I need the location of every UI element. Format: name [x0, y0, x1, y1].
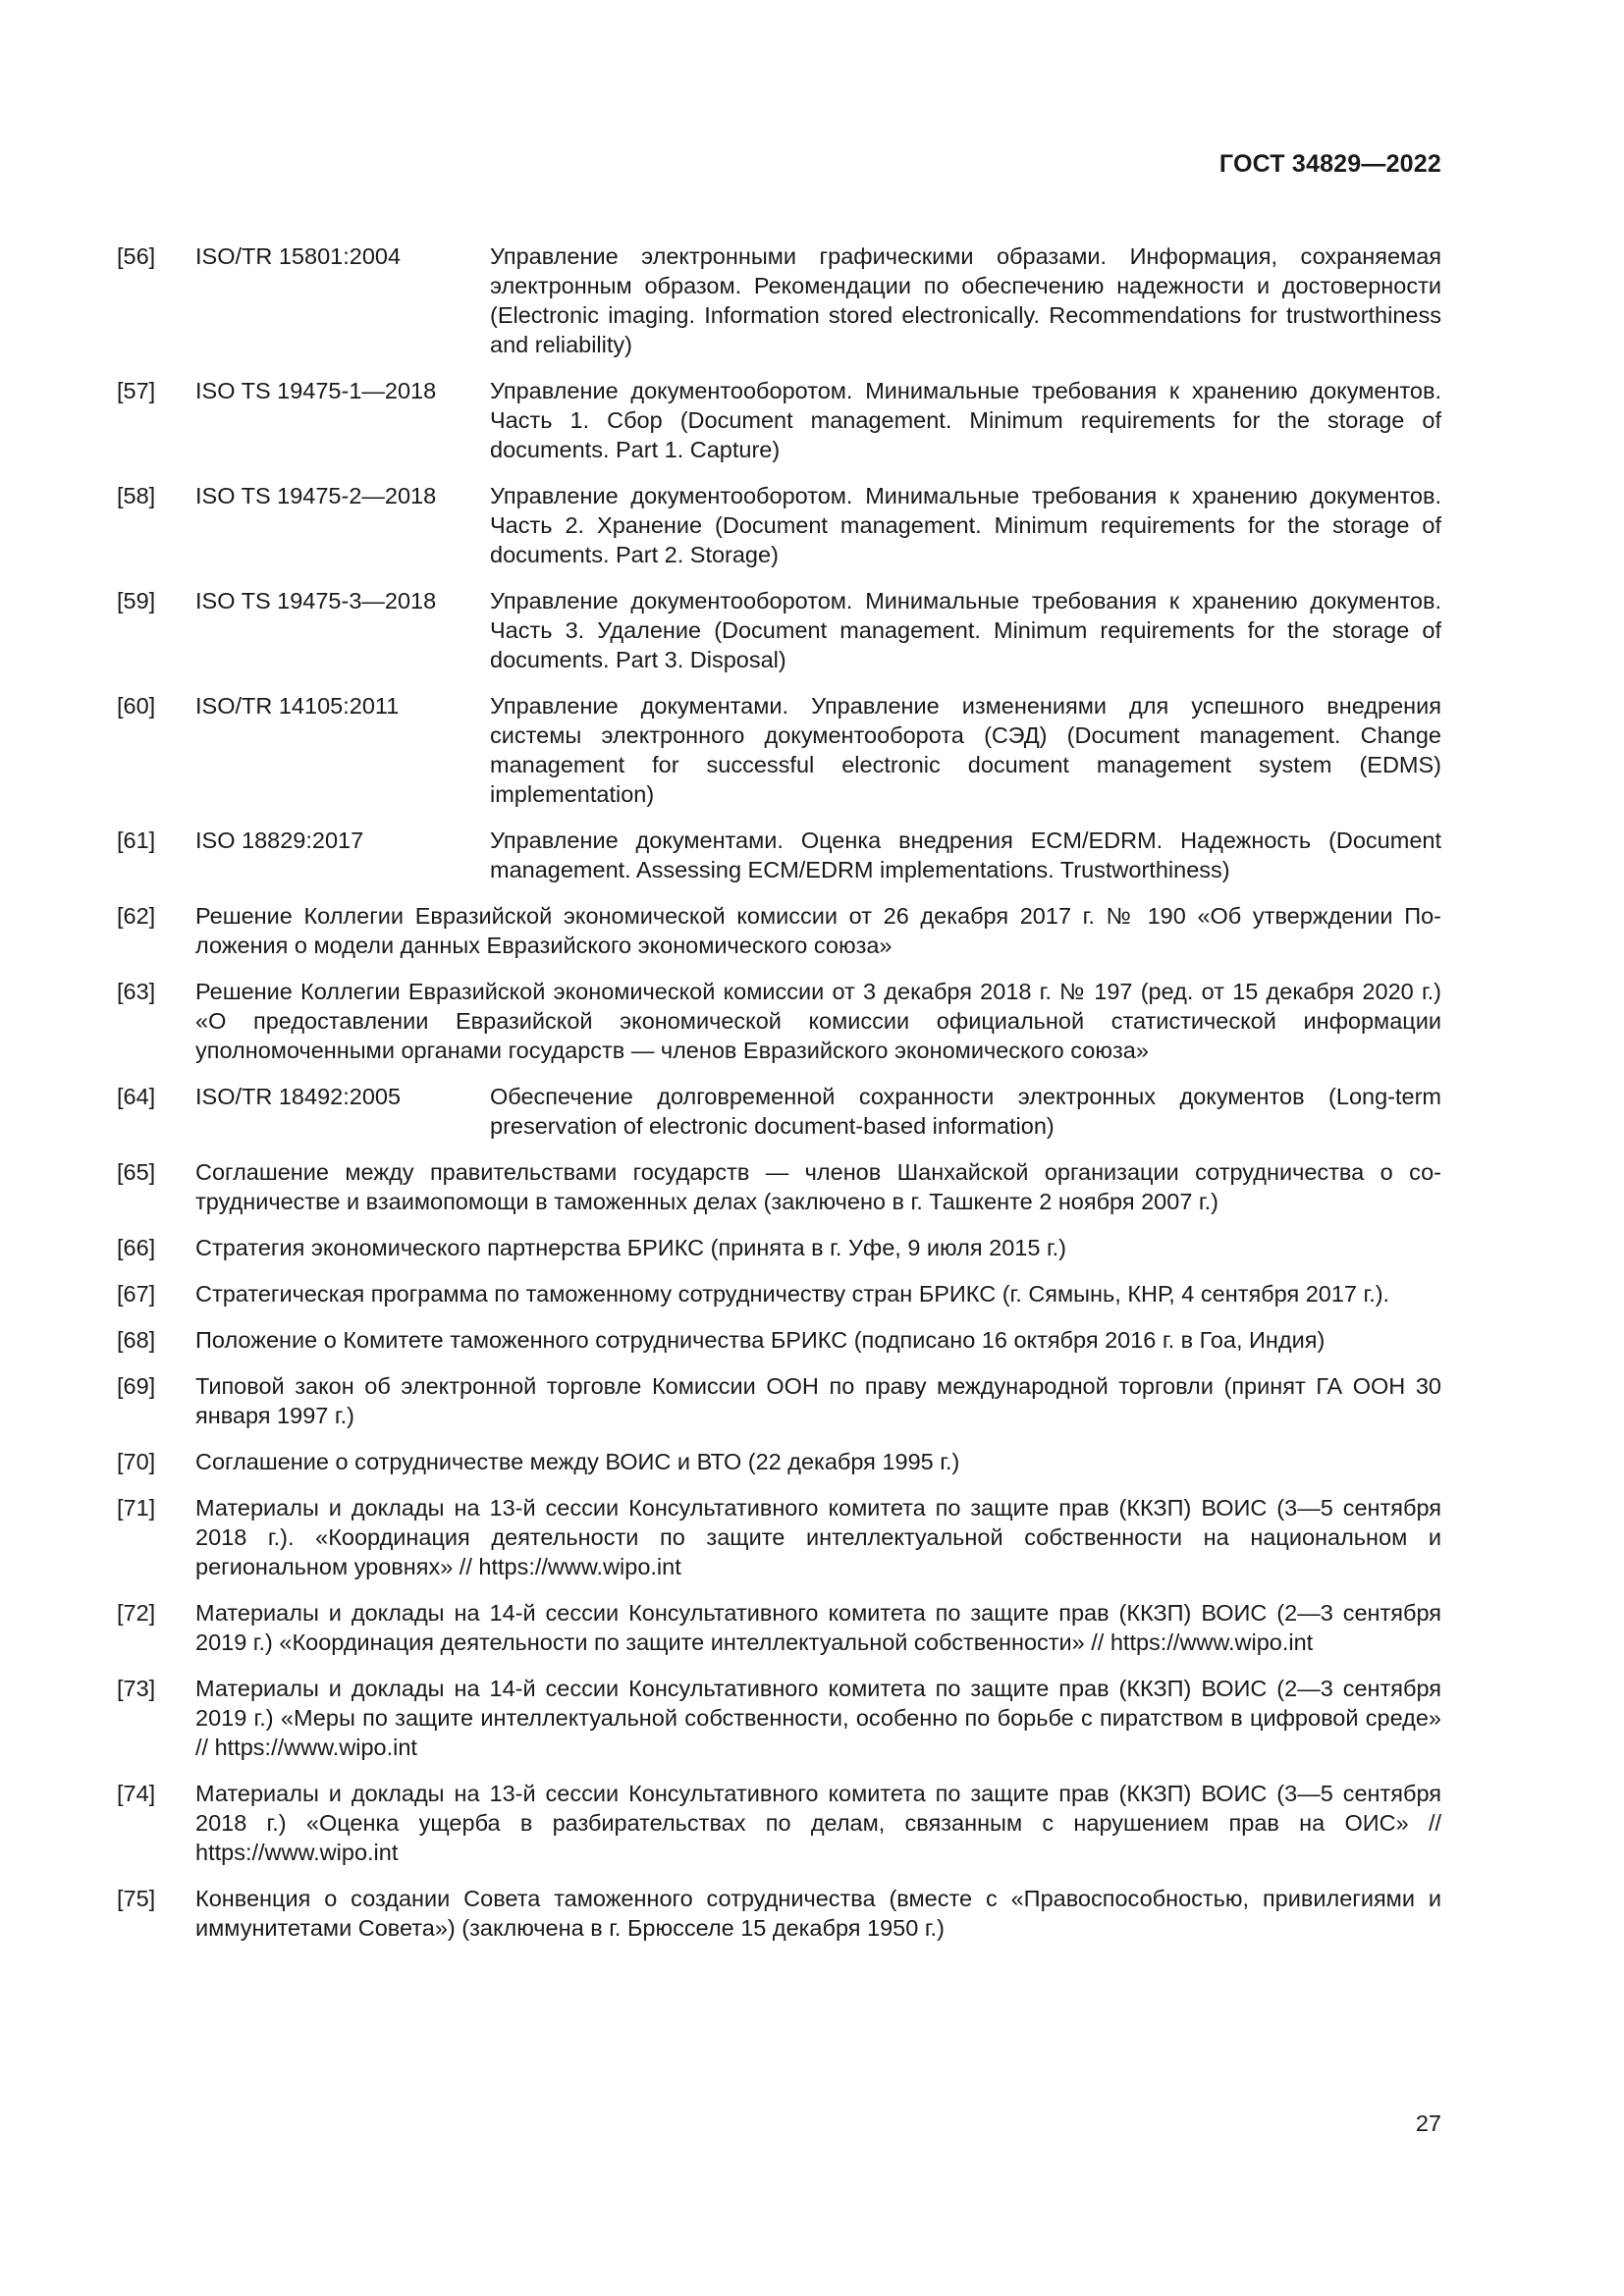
reference-code: ISO TS 19475-1—2018 — [195, 378, 437, 403]
reference-text: Типовой закон об электронной торговле Комиссии ООН по праву международной торговли (принят ГА ООН 30 января 1997 г.) — [195, 1373, 1441, 1428]
reference-text: Управление документооборотом. Минимальные требования к хранению документов. Часть 2. Хранение (Document management. Minimum requirements for the storage of documents. Part 2. Storage) — [490, 483, 1441, 567]
reference-59 — [117, 586, 1441, 674]
page-number: 27 — [1415, 2110, 1441, 2136]
reference-number: [68] — [117, 1327, 156, 1353]
reference-70 — [117, 1447, 1441, 1476]
reference-text: Соглашение между правительствами государств — членов Шанхайской организации сотрудничества о сотрудничестве и взаимопомощи в таможенных делах (заключено в г. Ташкенте 2 ноября 2007 г.) — [195, 1159, 1441, 1214]
reference-number: [71] — [117, 1495, 156, 1521]
reference-code: ISO/TR 14105:2011 — [195, 693, 400, 719]
reference-number: [63] — [117, 979, 156, 1004]
reference-number: [64] — [117, 1084, 156, 1109]
reference-text: Соглашение о сотрудничестве между ВОИС и ВТО (22 декабря 1995 г.) — [195, 1449, 960, 1474]
reference-number: [73] — [117, 1676, 156, 1701]
reference-number: [66] — [117, 1235, 156, 1260]
reference-65 — [117, 1157, 1441, 1216]
reference-code: ISO TS 19475-3—2018 — [195, 588, 437, 614]
reference-73 — [117, 1674, 1441, 1762]
reference-text: Обеспечение долговременной сохранности электронных документов (Long-term preservation of electronic document-based information) — [490, 1084, 1441, 1139]
reference-62 — [117, 901, 1441, 960]
reference-number: [65] — [117, 1159, 156, 1185]
reference-text: Управление документами. Управление изменениями для успешного внедрения системы электронного документооборота (СЭД) (Document management. Change management for successful electronic document management system (EDMS) implementation) — [490, 693, 1441, 807]
reference-61 — [117, 826, 1441, 884]
reference-63 — [117, 977, 1441, 1065]
reference-text: Управление документооборотом. Минимальные требования к хранению документов. Часть 1. Сбор (Document management. Minimum requirements for the storage of documents. Part 1. Capture) — [490, 378, 1441, 462]
reference-text: Решение Коллегии Евразийской экономической комиссии от 26 декабря 2017 г. № 190 «Об утверждении Положения о модели данных Евразийского экономического союза» — [195, 903, 1441, 958]
reference-number: [62] — [117, 903, 156, 929]
bibliography-list — [117, 241, 1441, 1959]
reference-text: Управление документами. Оценка внедрения ECM/EDRM. Надежность (Document management. Assessing ECM/EDRM implementations. Trustworthiness) — [490, 828, 1441, 882]
reference-code: ISO TS 19475-2—2018 — [195, 483, 437, 508]
reference-code: ISO/TR 18492:2005 — [195, 1084, 402, 1109]
reference-text: Материалы и доклады на 14-й сессии Консультативного комитета по защите прав (ККЗП) ВОИС (2—3 сентября 2019 г.) «Координация деятельности по защите интеллектуальной собственности» // https://www.wipo.int — [195, 1600, 1441, 1655]
reference-66 — [117, 1233, 1441, 1262]
reference-number: [57] — [117, 378, 156, 403]
reference-number: [59] — [117, 588, 156, 614]
reference-58 — [117, 481, 1441, 569]
reference-text: Материалы и доклады на 13-й сессии Консультативного комитета по защите прав (ККЗП) ВОИС (3—5 сентября 2018 г.). «Координация деятельности по защите интеллектуальной собственности на национальном и региональном уровнях» // https://www.wipo.int — [195, 1495, 1441, 1579]
reference-number: [58] — [117, 483, 156, 508]
reference-text: Материалы и доклады на 13-й сессии Консультативного комитета по защите прав (ККЗП) ВОИС (3—5 сентября 2018 г.) «Оценка ущерба в разбирательствах по делам, связанным с нарушением прав на ОИС» // https://www.wipo.int — [195, 1781, 1441, 1865]
reference-text: Управление документооборотом. Минимальные требования к хранению документов. Часть 3. Удаление (Document management. Minimum requirements for the storage of documents. Part 3. Disposal) — [490, 588, 1441, 672]
reference-67 — [117, 1279, 1441, 1308]
standard-designation: ГОСТ 34829—2022 — [1218, 150, 1441, 178]
reference-number: [60] — [117, 693, 156, 719]
reference-74 — [117, 1779, 1441, 1867]
reference-text: Стратегия экономического партнерства БРИКС (принята в г. Уфе, 9 июля 2015 г.) — [195, 1235, 1066, 1260]
reference-number: [56] — [117, 243, 156, 269]
reference-number: [72] — [117, 1600, 156, 1626]
reference-number: [74] — [117, 1781, 156, 1806]
reference-text: Управление электронными графическими образами. Информация, сохраняемая электронным образом. Рекомендации по обеспечению надежности и достоверности (Electronic imaging. Information stored electronically. Recommendations for trustworthiness and reliability) — [490, 243, 1441, 357]
reference-text: Положение о Комитете таможенного сотрудничества БРИКС (подписано 16 октября 2016 г. в Гоа, Индия) — [195, 1327, 1326, 1353]
reference-68 — [117, 1325, 1441, 1355]
reference-69 — [117, 1371, 1441, 1430]
reference-60 — [117, 691, 1441, 809]
reference-57 — [117, 376, 1441, 464]
reference-64 — [117, 1082, 1441, 1141]
reference-number: [67] — [117, 1281, 156, 1307]
reference-number: [69] — [117, 1373, 156, 1399]
reference-text: Решение Коллегии Евразийской экономической комиссии от 3 декабря 2018 г. № 197 (ред. от 15 декабря 2020 г.) «О предоставлении Евразийской экономической комиссии официальной статистической информации уполномоченными органами государств — членов Евразийского экономического союза» — [195, 979, 1441, 1063]
reference-text: Конвенция о создании Совета таможенного сотрудничества (вместе с «Правоспособностью, привилегиями и иммунитетами Совета») (заключена в г. Брюсселе 15 декабря 1950 г.) — [195, 1886, 1441, 1941]
reference-72 — [117, 1598, 1441, 1657]
reference-text: Стратегическая программа по таможенному сотрудничеству стран БРИКС (г. Сямынь, КНР, 4 сентября 2017 г.). — [195, 1281, 1390, 1307]
reference-number: [70] — [117, 1449, 156, 1474]
reference-text: Материалы и доклады на 14-й сессии Консультативного комитета по защите прав (ККЗП) ВОИС (2—3 сентября 2019 г.) «Меры по защите интеллектуальной собственности, особенно по борьбе с пиратством в цифровой среде» // https://www.wipo.int — [195, 1676, 1441, 1760]
reference-75 — [117, 1884, 1441, 1943]
reference-56 — [117, 241, 1441, 359]
reference-code: ISO 18829:2017 — [195, 828, 364, 853]
reference-number: [61] — [117, 828, 156, 853]
reference-71 — [117, 1493, 1441, 1581]
reference-number: [75] — [117, 1886, 156, 1911]
reference-code: ISO/TR 15801:2004 — [195, 243, 402, 269]
